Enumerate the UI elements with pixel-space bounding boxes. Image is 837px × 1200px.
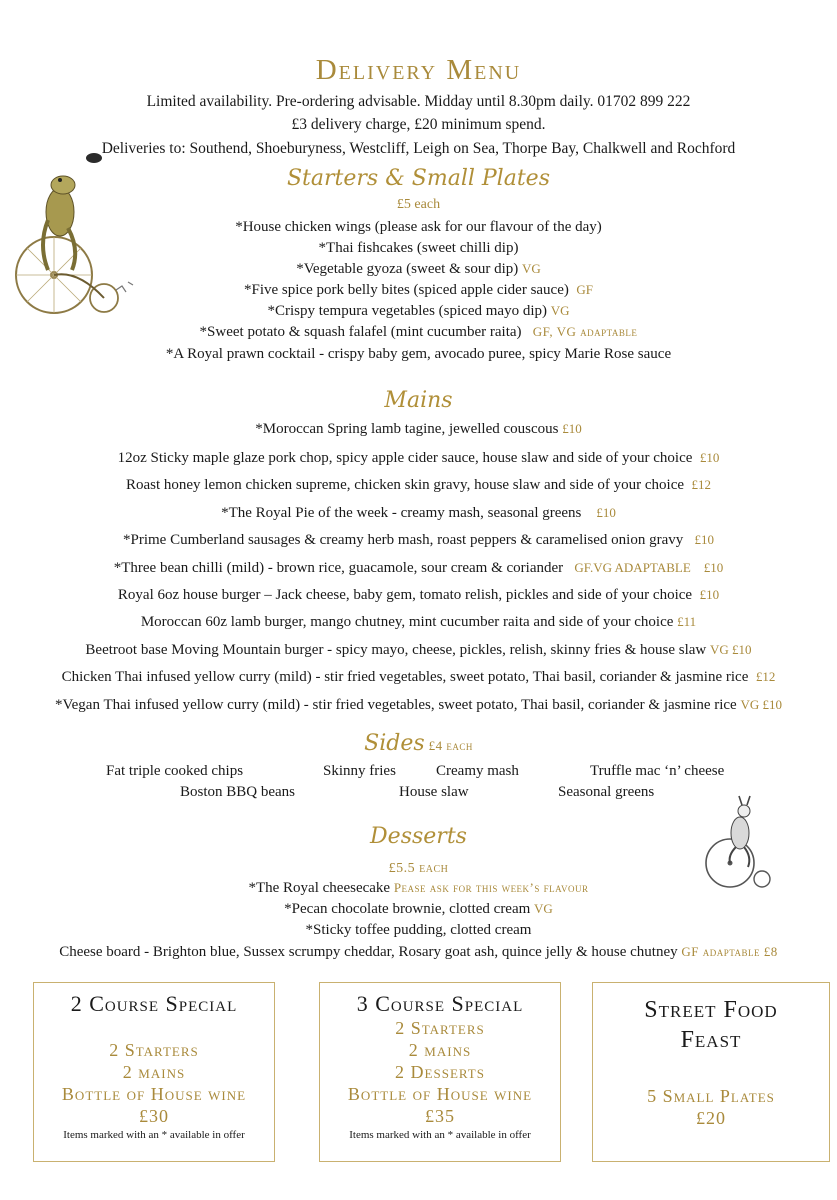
special-line: 5 Small Plates — [647, 1086, 775, 1106]
special-note: Items marked with an * available in offer — [63, 1129, 245, 1141]
list-item: *Five spice pork belly bites (spiced apple cider sauce) GF — [243, 282, 593, 298]
page-title: Delivery Menu — [315, 54, 522, 86]
special-line: 2 mains — [408, 1040, 472, 1060]
mains-heading: Mains — [384, 388, 453, 413]
side-item: Creamy mash — [436, 763, 519, 779]
special-line: 2 mains — [122, 1062, 186, 1082]
special-title: Street Food Feast — [644, 997, 778, 1053]
list-item: Cheese board - Brighton blue, Sussex scrumpy cheddar, Rosary goat ash, quince jelly & house chutney GF adaptable £8 — [59, 944, 778, 960]
special-title: 3 Course Special — [356, 991, 524, 1016]
list-item: *House chicken wings (please ask for our flavour of the day) — [235, 219, 602, 235]
list-item: *The Royal cheesecake Pease ask for this week’s flavour — [248, 880, 589, 896]
list-item: Chicken Thai infused yellow curry (mild) - stir fried vegetables, sweet potato, Thai basil, coriander & jasmine rice £12 — [61, 669, 776, 685]
side-item: Truffle mac ‘n’ cheese — [590, 763, 725, 779]
list-item: *Three bean chilli (mild) - brown rice, guacamole, sour cream & coriander GF.VG ADAPTABLE £10 — [113, 560, 724, 576]
list-item: *Sticky toffee pudding, clotted cream — [305, 922, 532, 938]
starters-heading: Starters & Small Plates — [286, 166, 550, 191]
list-item: *Prime Cumberland sausages & creamy herb mash, roast peppers & caramelised onion gravy £10 — [122, 532, 714, 548]
side-item: Boston BBQ beans — [180, 784, 296, 800]
info-delivery-areas: Deliveries to: Southend, Shoeburyness, Westcliff, Leigh on Sea, Thorpe Bay, Chalkwell and Rochford — [101, 140, 736, 157]
special-line: Bottle of House wine — [61, 1084, 247, 1104]
list-item: Moroccan 60z lamb burger, mango chutney, mint cucumber raita and side of your choice £11 — [140, 614, 697, 630]
special-box-3-course — [319, 982, 561, 1162]
starters-price: £5 each — [396, 197, 441, 212]
side-item: Seasonal greens — [558, 784, 655, 800]
sides-heading: Sides — [364, 731, 425, 756]
special-line: 2 Starters — [109, 1040, 199, 1060]
list-item: *Crispy tempura vegetables (spiced mayo dip) VG — [267, 303, 570, 319]
special-title: 2 Course Special — [70, 991, 238, 1016]
list-item: *Thai fishcakes (sweet chilli dip) — [318, 240, 519, 256]
list-item: Beetroot base Moving Mountain burger - spicy mayo, cheese, pickles, relish, skinny fries & house slaw VG £10 — [85, 642, 752, 658]
special-box-2-course — [33, 982, 275, 1162]
info-availability: Limited availability. Pre-ordering advisable. Midday until 8.30pm daily. 01702 899 222 — [146, 93, 691, 110]
special-price: £35 — [425, 1106, 455, 1126]
list-item: Royal 6oz house burger – Jack cheese, baby gem, tomato relish, pickles and side of your choice £10 — [117, 587, 720, 603]
desserts-heading: Desserts — [370, 824, 467, 849]
info-delivery-charge: £3 delivery charge, £20 minimum spend. — [291, 116, 546, 133]
list-item: *A Royal prawn cocktail - crispy baby gem, avocado puree, spicy Marie Rose sauce — [165, 346, 672, 362]
side-item: Skinny fries — [323, 763, 396, 779]
desserts-price: £5.5 each — [388, 861, 449, 876]
list-item: *Moroccan Spring lamb tagine, jewelled couscous £10 — [255, 421, 582, 437]
special-line: 2 Desserts — [395, 1062, 485, 1082]
list-item: *Sweet potato & squash falafel (mint cucumber raita) GF, VG adaptable — [199, 324, 638, 340]
side-item: House slaw — [399, 784, 469, 800]
special-note: Items marked with an * available in offer — [349, 1129, 531, 1141]
sides-heading-row — [0, 731, 837, 756]
special-box-street-food — [592, 982, 830, 1162]
list-item: 12oz Sticky maple glaze pork chop, spicy apple cider sauce, house slaw and side of your choice £10 — [117, 450, 720, 466]
list-item: *The Royal Pie of the week - creamy mash, seasonal greens £10 — [221, 505, 616, 521]
special-price: £20 — [696, 1108, 726, 1128]
special-line: Bottle of House wine — [347, 1084, 533, 1104]
special-line: 2 Starters — [395, 1018, 485, 1038]
side-item: Fat triple cooked chips — [106, 763, 244, 779]
list-item: *Vegetable gyoza (sweet & sour dip) VG — [296, 261, 541, 277]
list-item: *Pecan chocolate brownie, clotted cream VG — [284, 901, 553, 917]
special-price: £30 — [139, 1106, 169, 1126]
sides-price: £4 each — [428, 738, 473, 753]
list-item: *Vegan Thai infused yellow curry (mild) - stir fried vegetables, sweet potato, Thai basil, coriander & jasmine rice VG £10 — [54, 697, 782, 713]
list-item: Roast honey lemon chicken supreme, chicken skin gravy, house slaw and side of your choice £12 — [125, 477, 712, 493]
